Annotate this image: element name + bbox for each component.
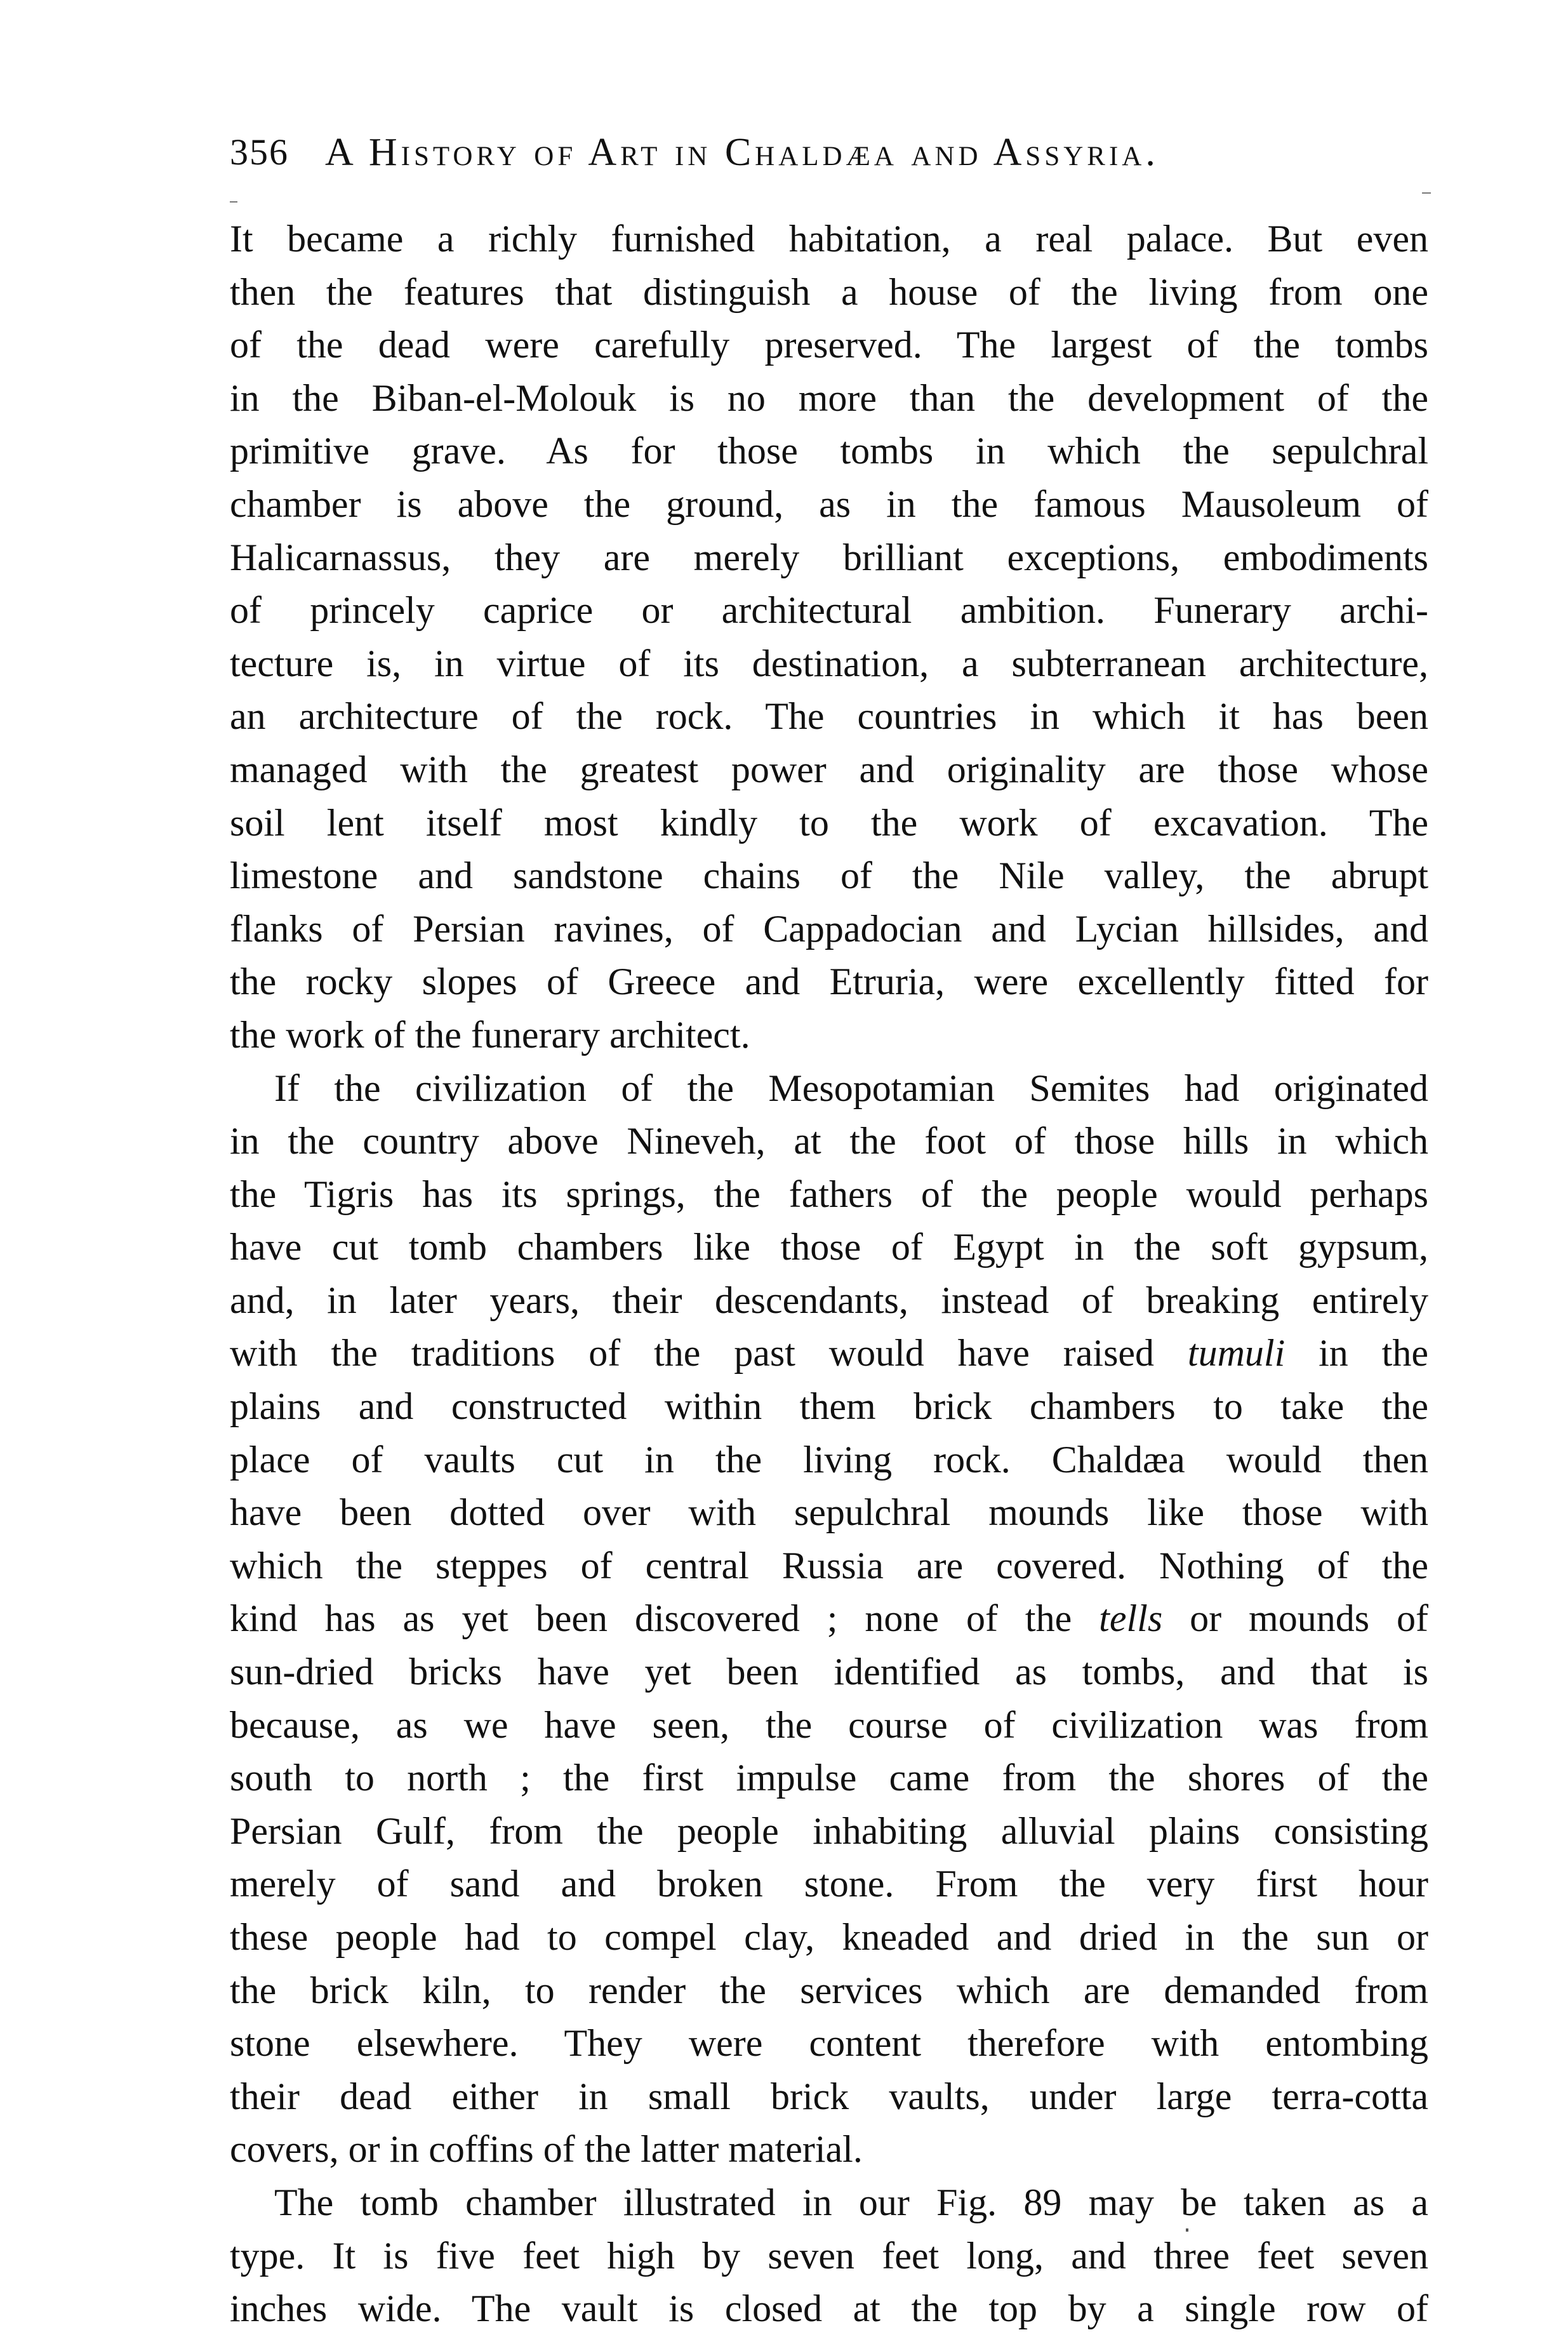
text-line: the work of the funerary architect. <box>230 1013 750 1056</box>
text-segment: or mounds of <box>1162 1597 1428 1640</box>
text-line: Halicarnassus, they are merely brilliant exceptions, embodiments <box>230 536 1428 578</box>
italic-term: tumuli <box>1187 1332 1286 1375</box>
text-line: soil lent itself most kindly to the work of excavation. The <box>230 801 1428 844</box>
print-mark <box>230 201 237 203</box>
text-line: primitive grave. As for those tombs in which the sepulchral <box>230 430 1428 472</box>
text-line: of the dead were carefully preserved. The largest of the tombs <box>230 324 1428 366</box>
text-line: The tomb chamber illustrated in our Fig. 89 may be taken as a <box>274 2181 1428 2223</box>
text-line: have been dotted over with sepulchral mounds like those with <box>230 1491 1428 1534</box>
text-line: because, as we have seen, the course of civilization was from <box>230 1703 1428 1746</box>
running-title: A History of Art in Chaldæa and Assyria. <box>325 131 1159 174</box>
text-line: the rocky slopes of Greece and Etruria, were excellently fitted for <box>230 961 1428 1003</box>
text-line: which the steppes of central Russia are covered. Nothing of the <box>230 1544 1428 1587</box>
running-head <box>230 127 1436 178</box>
text-segment: in the <box>1285 1332 1428 1375</box>
text-line: sun-dried bricks have yet been identified as tombs, and that is <box>230 1651 1428 1693</box>
text-line: these people had to compel clay, kneaded and dried in the sun or <box>230 1916 1428 1958</box>
text-line: then the features that distinguish a house of the living from one <box>230 270 1428 313</box>
text-line: managed with the greatest power and originality are those whose <box>230 748 1428 790</box>
text-line: of princely caprice or architectural ambition. Funerary archi- <box>230 589 1428 632</box>
text-line <box>230 1592 1428 1646</box>
text-line: south to north ; the first impulse came from the shores of the <box>230 1757 1428 1799</box>
text-line: type. It is five feet high by seven feet long, and three feet seven <box>230 2234 1428 2277</box>
text-line: tecture is, in virtue of its destination, a subterranean architecture, <box>230 642 1428 684</box>
text-line: in the country above Nineveh, at the foot of those hills in which <box>230 1120 1428 1162</box>
print-mark <box>1186 2228 1188 2232</box>
text-line: chamber is above the ground, as in the famous Mausoleum of <box>230 483 1428 525</box>
text-line: in the Biban-el-Molouk is no more than the development of the <box>230 376 1428 419</box>
text-line: merely of sand and broken stone. From the very first hour <box>230 1863 1428 1905</box>
text-line: covers, or in coffins of the latter material. <box>230 2128 863 2171</box>
text-segment: kind has as yet been discovered ; none of the <box>230 1597 1100 1640</box>
text-line: stone elsewhere. They were content therefore with entombing <box>230 2022 1428 2065</box>
text-line: limestone and sandstone chains of the Nile valley, the abrupt <box>230 855 1428 897</box>
text-line: inches wide. The vault is closed at the top by a single row of <box>230 2287 1428 2330</box>
text-line: place of vaults cut in the living rock. Chaldæa would then <box>230 1438 1428 1481</box>
text-line: Persian Gulf, from the people inhabiting alluvial plains consisting <box>230 1809 1428 1852</box>
text-line: the Tigris has its springs, the fathers of the people would perhaps <box>230 1173 1428 1215</box>
page-number: 356 <box>230 131 289 173</box>
text-line: plains and constructed within them brick chambers to take the <box>230 1385 1428 1428</box>
text-line: an architecture of the rock. The countries in which it has been <box>230 695 1428 738</box>
text-line: flanks of Persian ravines, of Cappadocian and Lycian hillsides, and <box>230 907 1428 950</box>
text-line: If the civilization of the Mesopotamian Semites had originated <box>274 1067 1428 1109</box>
text-line: have cut tomb chambers like those of Egypt in the soft gypsum, <box>230 1226 1428 1269</box>
body-text <box>230 213 1428 2336</box>
text-line <box>230 1327 1428 1380</box>
text-line: and, in later years, their descendants, instead of breaking entirely <box>230 1279 1428 1321</box>
text-segment: with the traditions of the past would have raised <box>230 1332 1188 1375</box>
text-line: It became a richly furnished habitation, a real palace. But even <box>230 218 1428 260</box>
print-mark <box>1422 192 1431 194</box>
text-line: their dead either in small brick vaults, under large terra-cotta <box>230 2075 1428 2117</box>
text-line: the brick kiln, to render the services which are demanded from <box>230 1969 1428 2011</box>
italic-term: tells <box>1099 1597 1163 1640</box>
